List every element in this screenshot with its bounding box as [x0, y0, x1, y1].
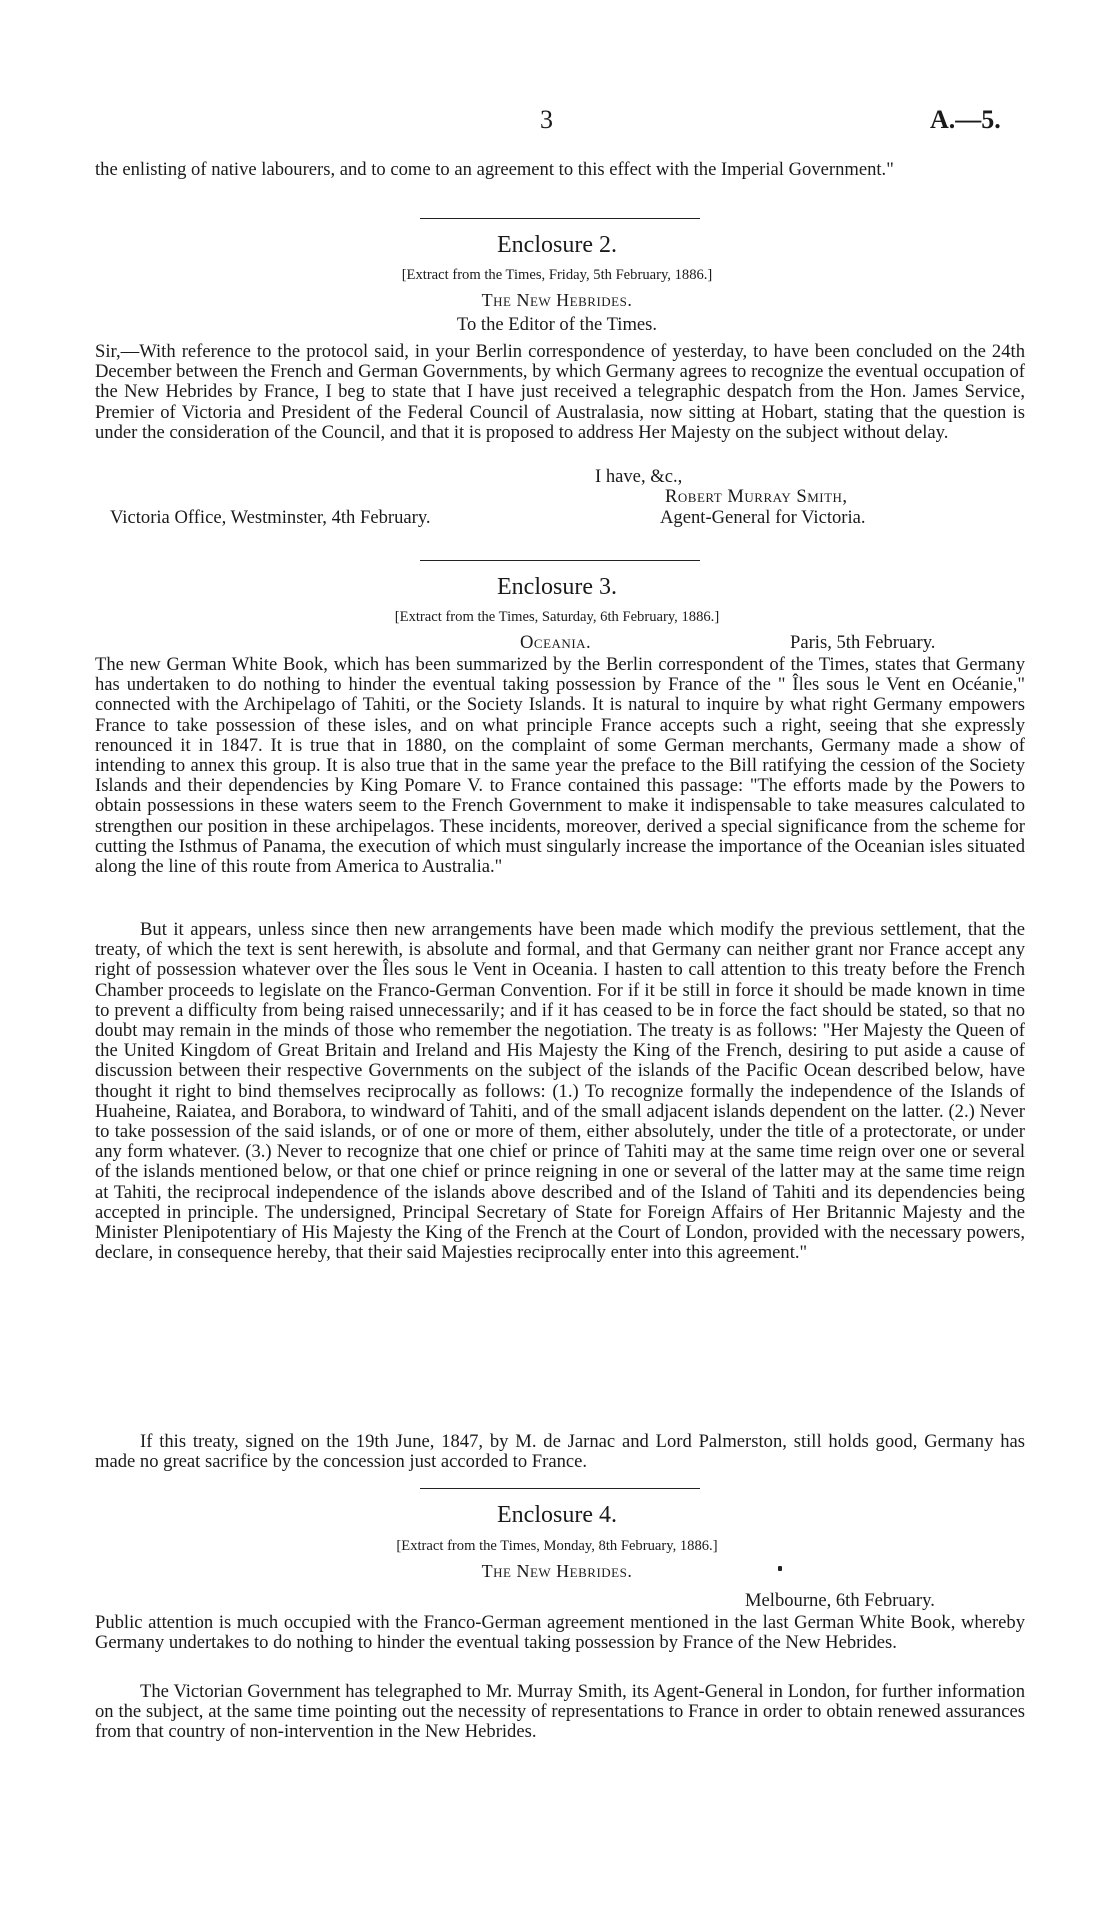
document-reference: A.—5. — [930, 105, 1001, 134]
enclosure-4-extract: [Extract from the Times, Monday, 8th February, 1886.] — [396, 1538, 718, 1554]
enclosure-2-signer-title: Agent-General for Victoria. — [660, 507, 866, 528]
enclosure-2-place: Victoria Office, Westminster, 4th February. — [110, 507, 431, 528]
enclosure-3-paragraph: But it appears, unless since then new arrangements have been made which modify the previous settlement, that the treaty, of which the text is sent herewith, is absolute and formal, and that Germany can neither grant nor France accept any right of possession whatever over the Îles sous le Vent in Oceania. I hasten to call attention to this treaty before the French Chamber proceeds to legislate on the Franco-German Convention. For if it be still in force it should be made known in time to prevent a difficulty from being raised unnecessarily; and if it has ceased to be in force the fact should be stated, so that no doubt may remain in the minds of those who remember the negotiation. The treaty is as follows: "Her Majesty the Queen of the United Kingdom of Great Britain and Ireland and His Majesty the King of the French, desiring to put aside a cause of discussion between their respective Governments on the subject of the islands of the Pacific Ocean described below, have thought it right to bind themselves reciprocally as follows: (1.) To recognize formally the independence of the Islands of Huaheine, Raiatea, and Borabora, to windward of Tahiti, and of the small adjacent islands dependent on the latter. (2.) Never to take possession of the said islands, or of one or more of them, either absolutely, under the title of a protectorate, or under any form whatever. (3.) Never to recognize that one chief or prince of Tahiti may at the same time reign over one or several of the islands mentioned below, or that one chief or prince reigning in one or several of the latter may at the same time reign at Tahiti, the reciprocal independence of the islands above described and of the Island of Tahiti and its dependencies being accepted in principle. The undersigned, Principal Secretary of State for Foreign Affairs of Her Britannic Majesty and the Minister Plenipotentiary of His Majesty the King of the French at the Court of London, provided with the necessary powers, declare, in consequence hereby, that their said Majesties reciprocally enter into this agreement." — [95, 919, 1025, 1264]
enclosure-3-title: Enclosure 3. — [497, 574, 617, 600]
enclosure-2-signature: Robert Murray Smith, — [665, 486, 848, 507]
enclosure-3-dateline: Paris, 5th February. — [790, 632, 936, 653]
enclosure-2-body: Sir,—With reference to the protocol said, in your Berlin correspondence of yesterday, to have been concluded on the 24th December between the French and German Governments, by which Germany agrees to recognize the eventual occupation of the New Hebrides by France, I beg to state that I have just received a telegraphic despatch from the Hon. James Service, Premier of Victoria and President of the Federal Council of Australasia, now sitting at Hobart, stating that the question is under the consideration of the Council, and that it is proposed to address Her Majesty on the subject without delay. — [95, 341, 1025, 443]
enclosure-3-extract: [Extract from the Times, Saturday, 6th February, 1886.] — [394, 609, 720, 625]
enclosure-4-paragraph: Public attention is much occupied with the Franco-German agreement mentioned in the last German White Book, whereby Germany undertakes to do nothing to hinder the eventual taking possession by France of the New Hebrides. — [95, 1612, 1025, 1654]
enclosure-2-title: Enclosure 2. — [497, 232, 617, 258]
enclosure-2-closing: I have, &c., — [595, 466, 683, 487]
enclosure-3-paragraph: If this treaty, signed on the 19th June, 1847, by M. de Jarnac and Lord Palmerston, still holds good, Germany has made no great sacrifice by the concession just accorded to France. — [95, 1431, 1025, 1473]
enclosure-4-heading: The New Hebrides. — [481, 1561, 633, 1581]
enclosure-3-heading: Oceania. — [520, 632, 592, 653]
section-divider — [420, 218, 700, 219]
enclosure-2-heading: The New Hebrides. — [481, 290, 633, 310]
page-number: 3 — [540, 105, 553, 134]
enclosure-2-extract: [Extract from the Times, Friday, 5th February, 1886.] — [401, 267, 713, 283]
ink-speck — [778, 1566, 782, 1571]
intro-paragraph: the enlisting of native labourers, and to come to an agreement to this effect with the Imperial Government." — [95, 159, 894, 180]
enclosure-4-dateline: Melbourne, 6th February. — [745, 1590, 935, 1611]
enclosure-3-paragraph: The new German White Book, which has been summarized by the Berlin correspondent of the Times, states that Germany has undertaken to do nothing to hinder the eventual taking possession by France of the " Îles sous le Vent en Océanie," connected with the Archipelago of Tahiti, or the Society Islands. It is natural to inquire by what right Germany empowers France to take possession of these isles, and on what principle France accepts such a right, seeing that she expressly renounced it in 1847. It is true that in 1880, on the complaint of some German merchants, Germany made a show of intending to annex this group. It is also true that in the same year the preface to the Bill ratifying the cession of the Society Islands and their dependencies by King Pomare V. to France contained this passage: "The efforts made by the Powers to obtain possessions in these waters seem to the French Government to make it indispensable to take measures calculated to strengthen our position in these archipelagos. These incidents, moreover, derived a special significance from the scheme for cutting the Isthmus of Panama, the execution of which must singularly increase the importance of the Oceanian isles situated along the line of this route from America to Australia." — [95, 654, 1025, 878]
enclosure-4-paragraph: The Victorian Government has telegraphed to Mr. Murray Smith, its Agent-General in London, for further information on the subject, at the same time pointing out the necessity of representations to France in order to obtain renewed assurances from that country of non-intervention in the New Hebrides. — [95, 1681, 1025, 1743]
section-divider — [420, 1488, 700, 1489]
enclosure-4-title: Enclosure 4. — [497, 1502, 617, 1528]
enclosure-2-salutation: To the Editor of the Times. — [456, 314, 658, 335]
section-divider — [420, 560, 700, 561]
